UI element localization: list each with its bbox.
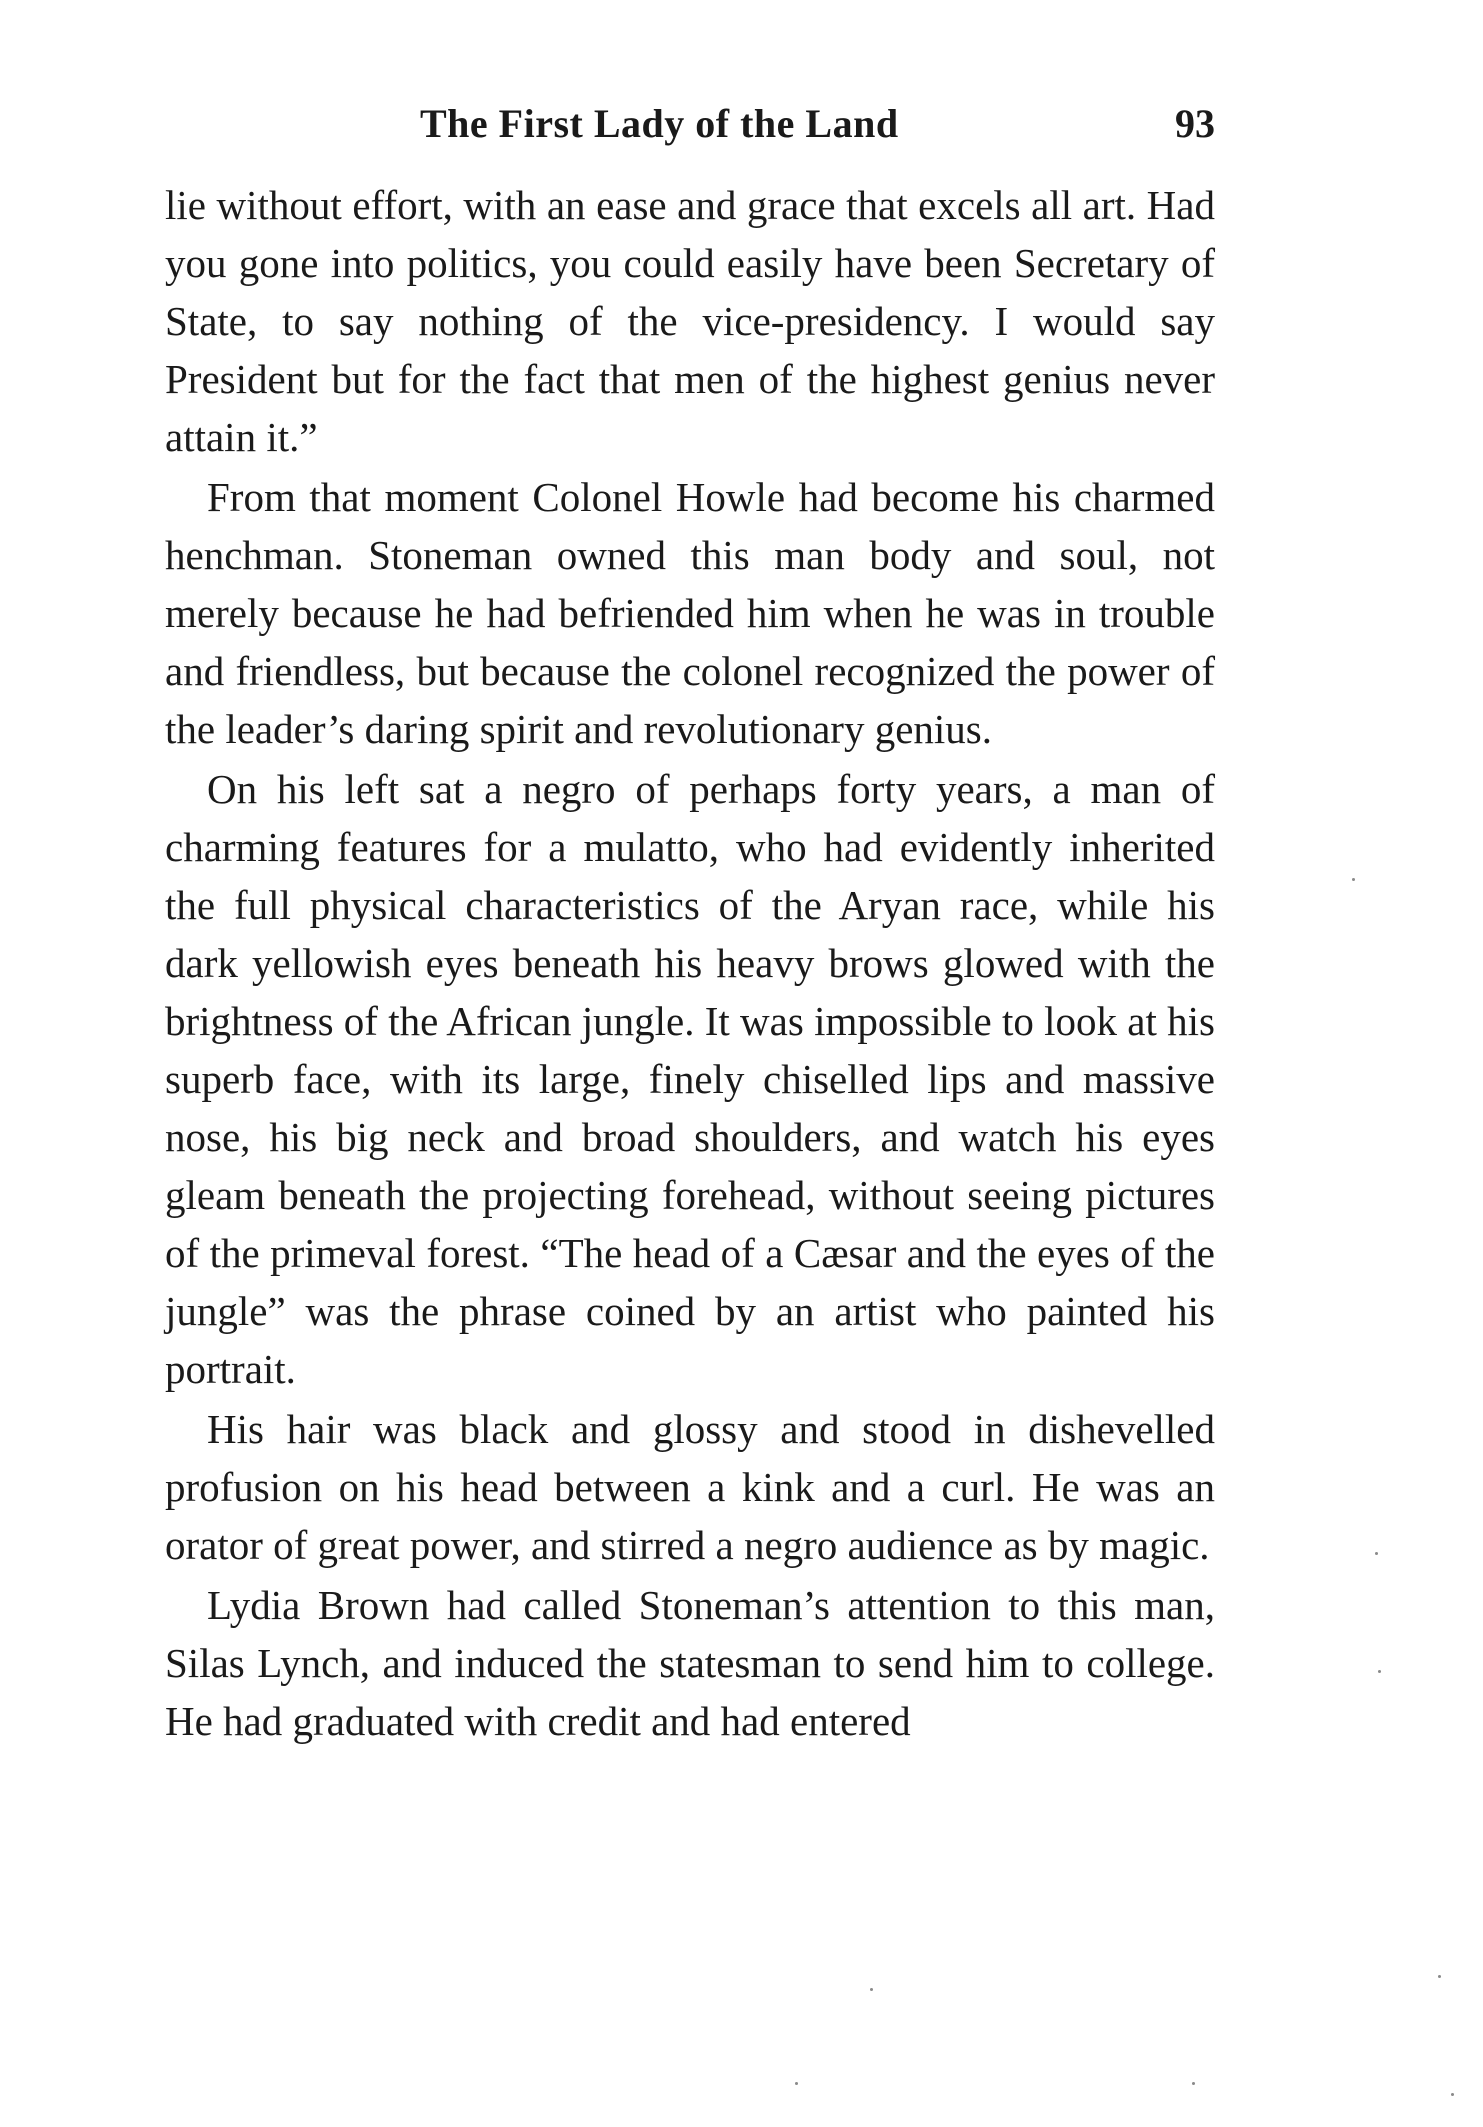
paragraph: His hair was black and glossy and stood in dishevelled profusion on his head between a kink and a curl. He was an orator of great power, and stirred a negro audience as by magic. xyxy=(165,1406,1215,1568)
running-title: The First Lady of the Land xyxy=(420,101,899,146)
paragraph-continued: lie without effort, with an ease and grace that excels all art. Had you gone into politics, you could easily have been Secretary of State, to say nothing of the vice-presidency. I would say President but for the fact that men of the highest genius never attain it.” xyxy=(165,182,1215,460)
paragraph: Lydia Brown had called Stoneman’s attention to this man, Silas Lynch, and induced the statesman to send him to college. He had graduated with credit and had entered xyxy=(165,1582,1215,1744)
scan-speck xyxy=(1438,1975,1441,1978)
running-head xyxy=(165,100,1215,160)
scan-speck xyxy=(795,2082,798,2085)
paragraph: From that moment Colonel Howle had become his charmed henchman. Stoneman owned this man body and soul, not merely because he had befriended him when he was in trouble and friendless, but because the colonel recognized the power of the leader’s daring spirit and revolutionary genius. xyxy=(165,474,1215,752)
page-number: 93 xyxy=(1175,101,1215,146)
scan-speck xyxy=(1192,2082,1195,2085)
scan-speck xyxy=(1375,1552,1378,1555)
paragraph: On his left sat a negro of perhaps forty years, a man of charming features for a mulatto, who had evidently inherited the full physical characteristics of the Aryan race, while his dark yellowish eyes beneath his heavy brows glowed with the brightness of the African jungle. It was impossible to look at his superb face, with its large, finely chiselled lips and massive nose, his big neck and broad shoulders, and watch his eyes gleam beneath the projecting forehead, without seeing pictures of the primeval forest. “The head of a Cæsar and the eyes of the jungle” was the phrase coined by an artist who painted his portrait. xyxy=(165,766,1215,1392)
scan-speck xyxy=(1451,2093,1454,2096)
scan-speck xyxy=(1378,1670,1381,1673)
body-text xyxy=(165,176,1215,1750)
scan-speck xyxy=(870,1988,873,1991)
scan-speck xyxy=(1352,878,1355,881)
